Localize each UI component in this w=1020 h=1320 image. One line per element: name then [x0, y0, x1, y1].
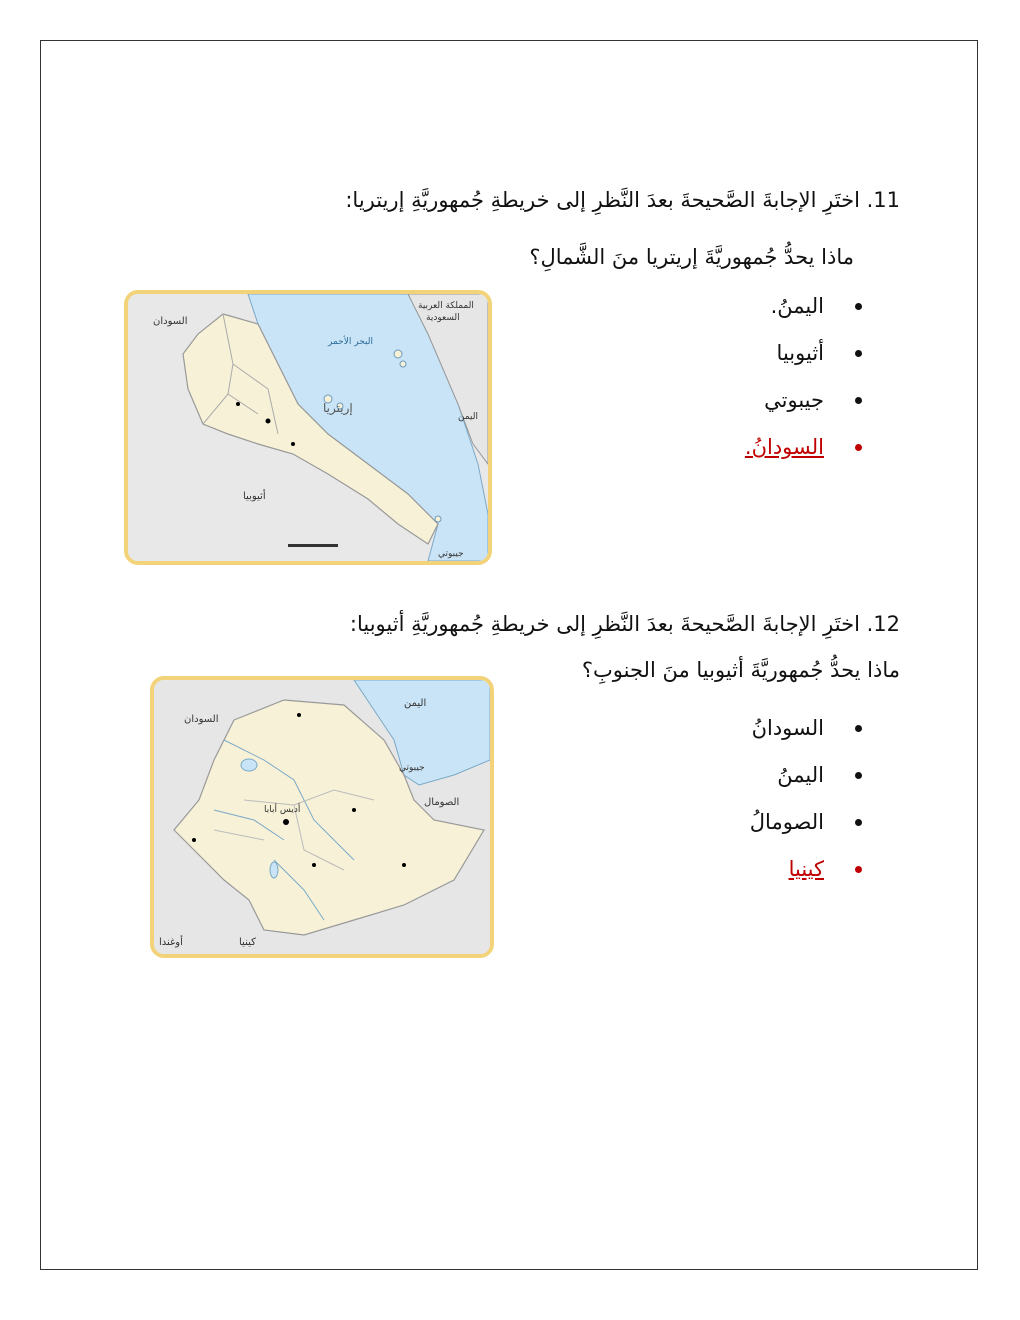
map-label-sudan: السودان: [184, 714, 219, 725]
map-label-kenya: كينيا: [239, 937, 256, 948]
ethiopia-map: [150, 676, 494, 958]
map-label-djibouti: جيبوتي: [438, 549, 464, 559]
map-label-ethiopia: أثيوبيا: [243, 491, 266, 502]
map-label-saudi: المملكة العربية: [418, 301, 474, 311]
question-12-prompt: ماذا يحدُّ جُمهوريَّةَ أثيوبيا منَ الجنوبِ؟: [581, 658, 900, 682]
bullet-icon: [855, 725, 862, 732]
option-somalia[interactable]: الصومالُ: [750, 799, 862, 846]
map-label-eritrea: إريتريا: [323, 401, 353, 415]
bullet-icon: [855, 303, 862, 310]
bullet-icon: [855, 350, 862, 357]
bullet-icon: [855, 444, 862, 451]
question-12-title: 12. اختَرِ الإجابةَ الصَّحيحةَ بعدَ النَّظرِ إلى خريطةِ جُمهوريَّةِ أثيوبيا:: [349, 612, 900, 636]
map-label-uganda: أوغندا: [159, 937, 183, 948]
option-yemen[interactable]: اليمنُ: [750, 752, 862, 799]
bullet-icon: [855, 819, 862, 826]
option-sudan[interactable]: السودانُ: [750, 705, 862, 752]
bullet-icon: [855, 772, 862, 779]
map-label-saudi-2: السعودية: [426, 313, 460, 323]
question-12-options: [750, 705, 862, 893]
option-kenya-correct[interactable]: كينيا: [750, 846, 862, 893]
map-label-sudan: السودان: [153, 316, 188, 327]
map-label-somalia: الصومال: [424, 797, 460, 808]
question-11-title: 11. اختَرِ الإجابةَ الصَّحيحةَ بعدَ النَّظرِ إلى خريطةِ جُمهوريَّةِ إريتريا:: [345, 188, 900, 212]
option-sudan-correct[interactable]: السودانُ.: [745, 424, 862, 471]
option-yemen[interactable]: اليمنُ.: [745, 283, 862, 330]
question-11-prompt: ماذا يحدُّ جُمهوريَّةَ إريتريا منَ الشَّمالِ؟: [529, 245, 854, 269]
map-label-addis: أديس أبابا: [264, 805, 301, 815]
option-ethiopia[interactable]: أثيوبيا: [745, 330, 862, 377]
map-label-yemen: اليمن: [458, 412, 479, 422]
map-label-yemen: اليمن: [404, 698, 427, 709]
option-djibouti[interactable]: جيبوتي: [745, 377, 862, 424]
map-label-djibouti: جيبوتي: [399, 763, 425, 773]
bullet-icon: [855, 397, 862, 404]
scale-bar: [288, 544, 338, 547]
page-border: [40, 40, 978, 1270]
bullet-icon: [855, 866, 862, 873]
eritrea-map: [124, 290, 492, 565]
map-label-red-sea: البحر الأحمر: [328, 337, 373, 347]
question-11-options: [745, 283, 862, 471]
